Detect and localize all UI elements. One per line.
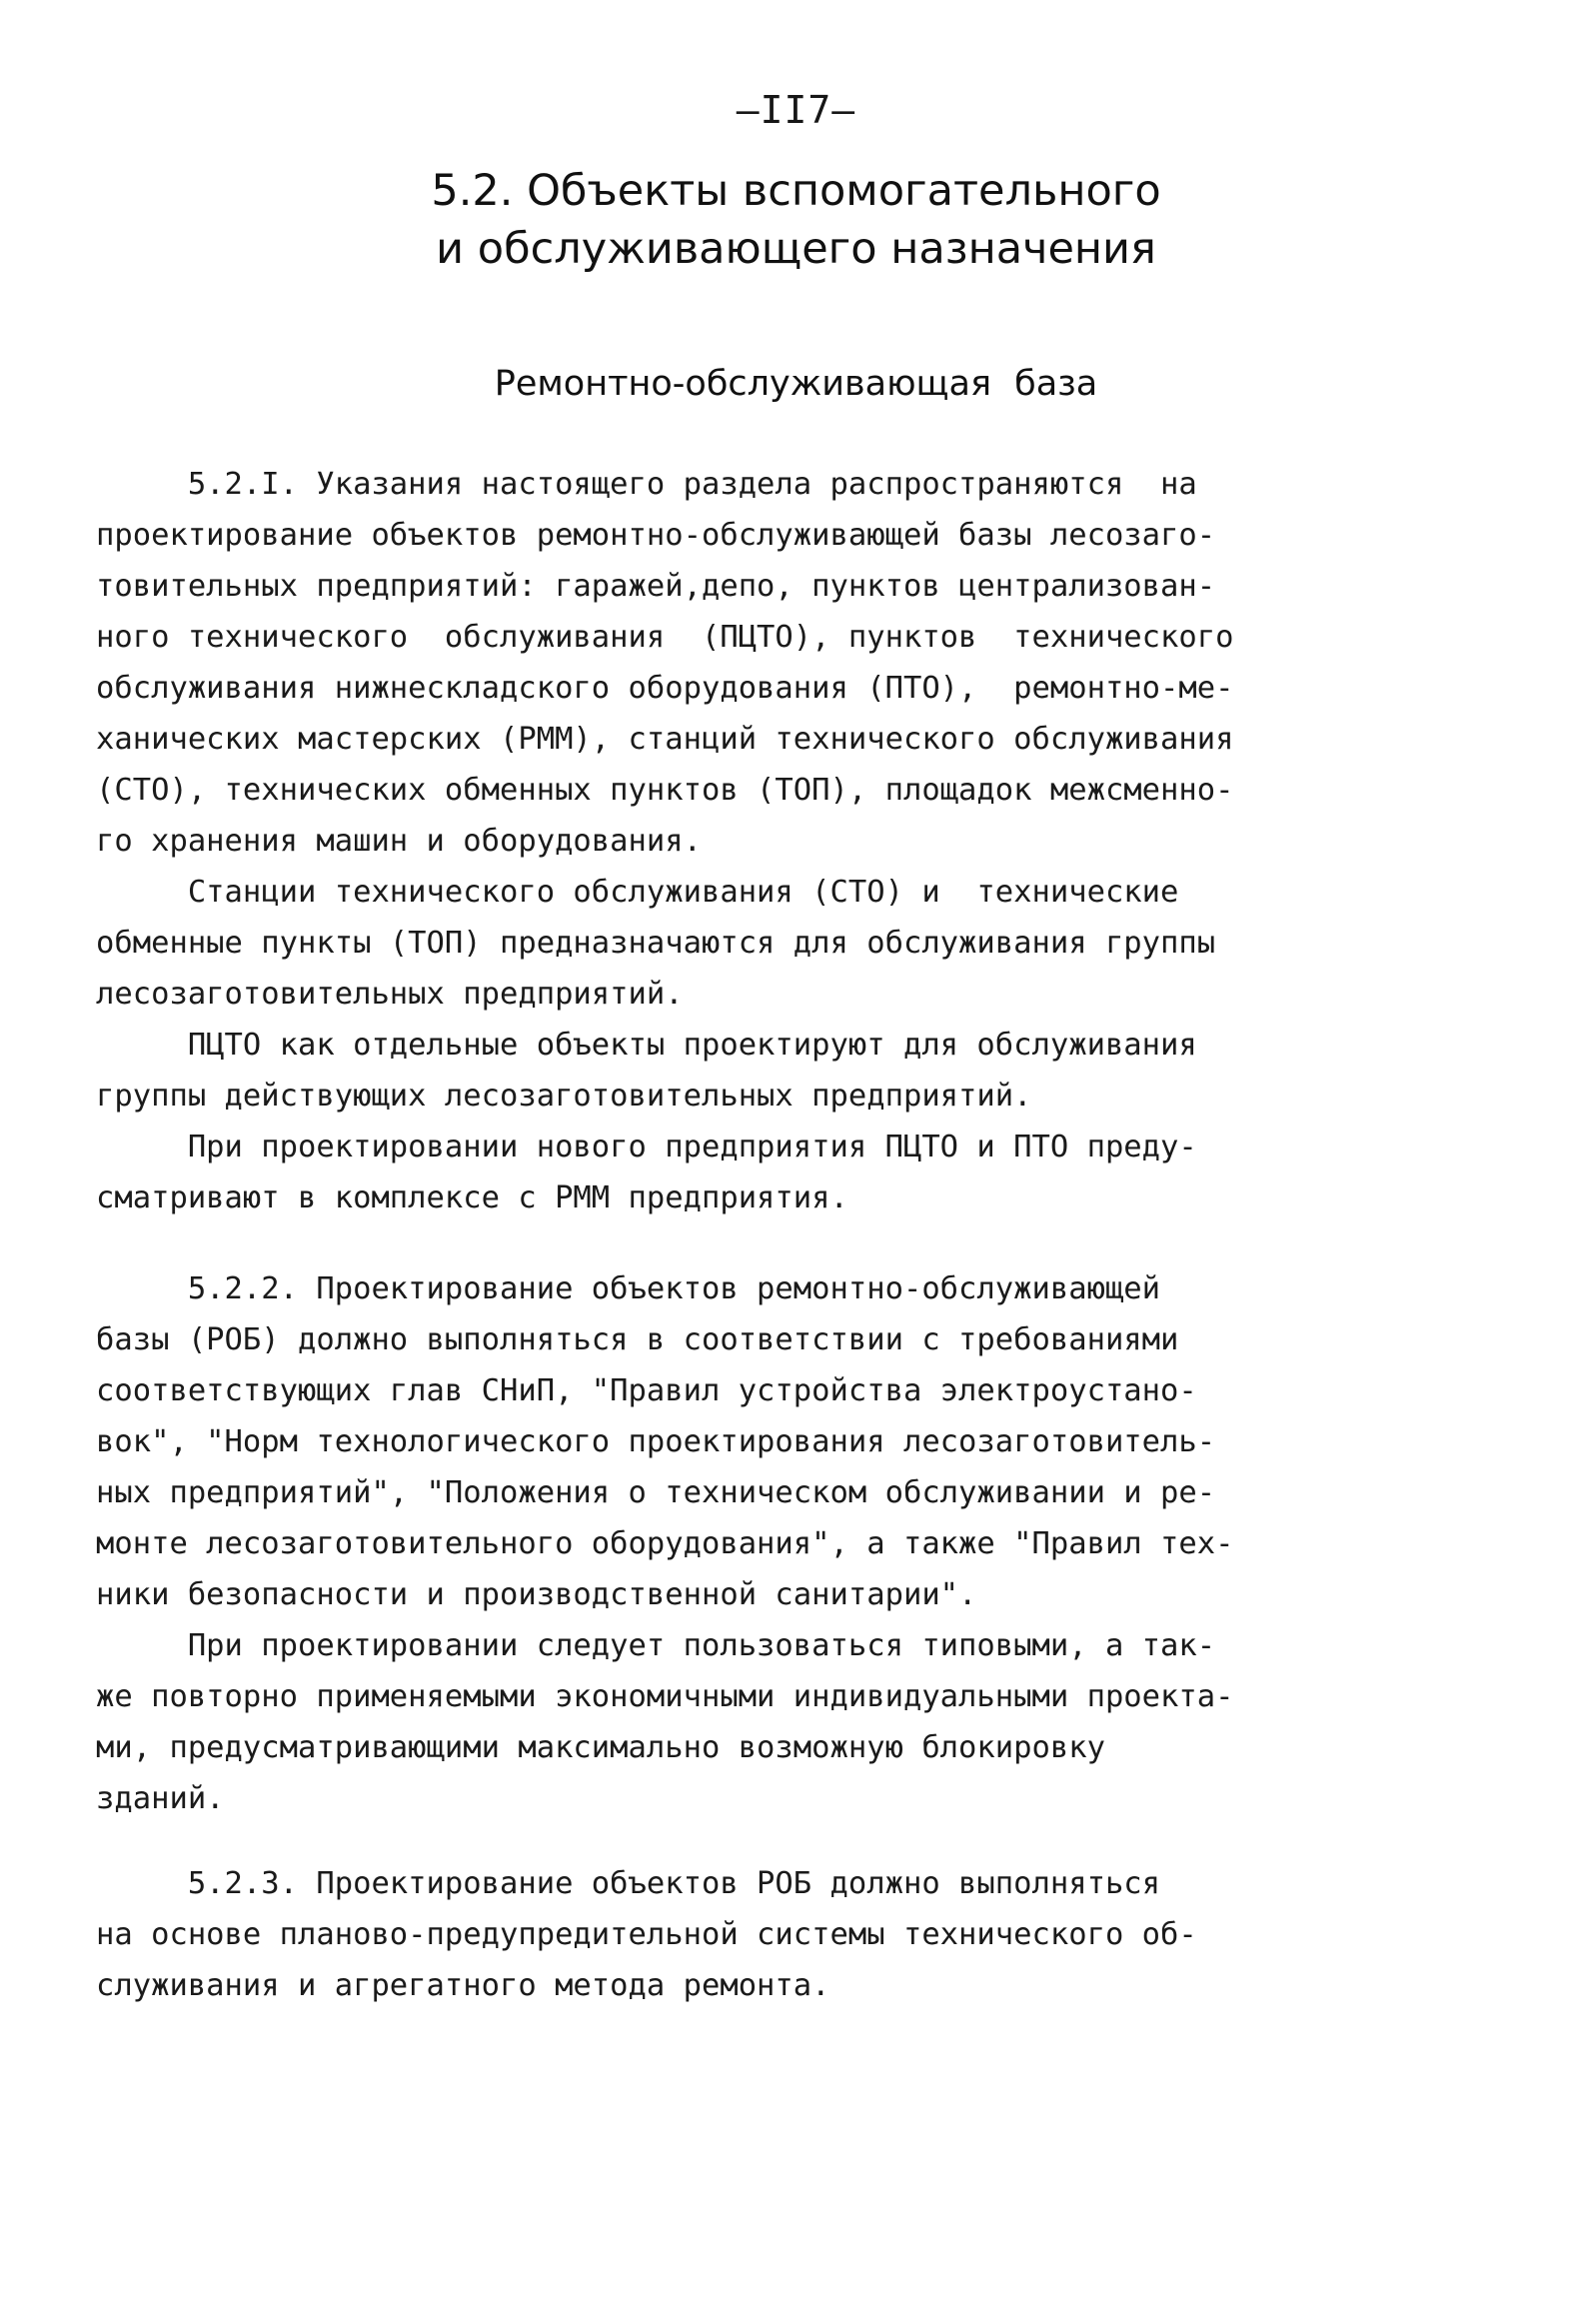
text-line: При проектировании нового предприятия ПЦТО и ПТО преду-	[96, 1130, 1197, 1164]
paragraph-5-2-1	[96, 459, 1395, 867]
text-line: проектирование объектов ремонтно-обслуживающей базы лесозаго-	[96, 518, 1216, 553]
text-line: же повторно применяемыми экономичными индивидуальными проекта-	[96, 1679, 1234, 1714]
paragraph-5-2-2	[96, 1263, 1395, 1620]
text-line: монте лесозаготовительного оборудования", а также "Правил тех-	[96, 1526, 1234, 1561]
subsection-heading: Ремонтно-обслуживающая база	[494, 364, 1098, 404]
paragraph-typical-projects	[96, 1620, 1395, 1824]
paragraph-sto-top	[96, 867, 1395, 1020]
text-line: Станции технического обслуживания (СТО) и технические	[96, 875, 1179, 910]
page-number: —II7—	[736, 88, 856, 132]
text-line: 5.2.2. Проектирование объектов ремонтно-обслуживающей	[96, 1271, 1161, 1306]
text-line: ных предприятий", "Положения о техническом обслуживании и ре-	[96, 1475, 1216, 1510]
text-line: соответствующих глав СНиП, "Правил устройства электроустано-	[96, 1373, 1197, 1408]
text-line: ми, предусматривающими максимально возможную блокировку	[96, 1730, 1105, 1765]
text-line: товительных предприятий: гаражей,депо, пунктов централизован-	[96, 569, 1216, 604]
paragraph-pcto	[96, 1020, 1395, 1122]
text-line: служивания и агрегатного метода ремонта.	[96, 1968, 830, 2003]
text-line: лесозаготовительных предприятий.	[96, 977, 684, 1012]
text-line: обслуживания нижнескладского оборудования (ПТО), ремонтно-ме-	[96, 671, 1234, 706]
paragraph-5-2-3	[96, 1858, 1395, 2011]
text-line: При проектировании следует пользоваться типовыми, а так-	[96, 1628, 1216, 1663]
text-line: ханических мастерских (РММ), станций технического обслуживания	[96, 722, 1234, 757]
text-line: 5.2.3. Проектирование объектов РОБ должно выполняться	[96, 1866, 1161, 1901]
text-line: вок", "Норм технологического проектирования лесозаготовитель-	[96, 1424, 1216, 1459]
text-line: зданий.	[96, 1781, 225, 1816]
text-line: ПЦТО как отдельные объекты проектируют для обслуживания	[96, 1028, 1197, 1063]
text-line: группы действующих лесозаготовительных предприятий.	[96, 1079, 1032, 1114]
text-line: обменные пункты (ТОП) предназначаются для обслуживания группы	[96, 926, 1216, 961]
section-heading	[0, 162, 1592, 278]
text-line: ники безопасности и производственной санитарии".	[96, 1577, 977, 1612]
text-line: ного технического обслуживания (ПЦТО), пунктов технического	[96, 620, 1234, 655]
text-line: (СТО), технических обменных пунктов (ТОП), площадок межсменно-	[96, 773, 1234, 808]
section-heading-line: и обслуживающего назначения	[436, 224, 1156, 274]
paragraph-new-enterprise	[96, 1122, 1395, 1223]
section-heading-line: 5.2. Объекты вспомогательного	[431, 166, 1161, 216]
text-line: базы (РОБ) должно выполняться в соответствии с требованиями	[96, 1322, 1179, 1357]
text-line: на основе планово-предупредительной системы технического об-	[96, 1917, 1197, 1952]
text-line: 5.2.I. Указания настоящего раздела распространяются на	[96, 467, 1197, 502]
text-line: сматривают в комплексе с РММ предприятия.	[96, 1180, 848, 1215]
text-line: го хранения машин и оборудования.	[96, 824, 702, 859]
